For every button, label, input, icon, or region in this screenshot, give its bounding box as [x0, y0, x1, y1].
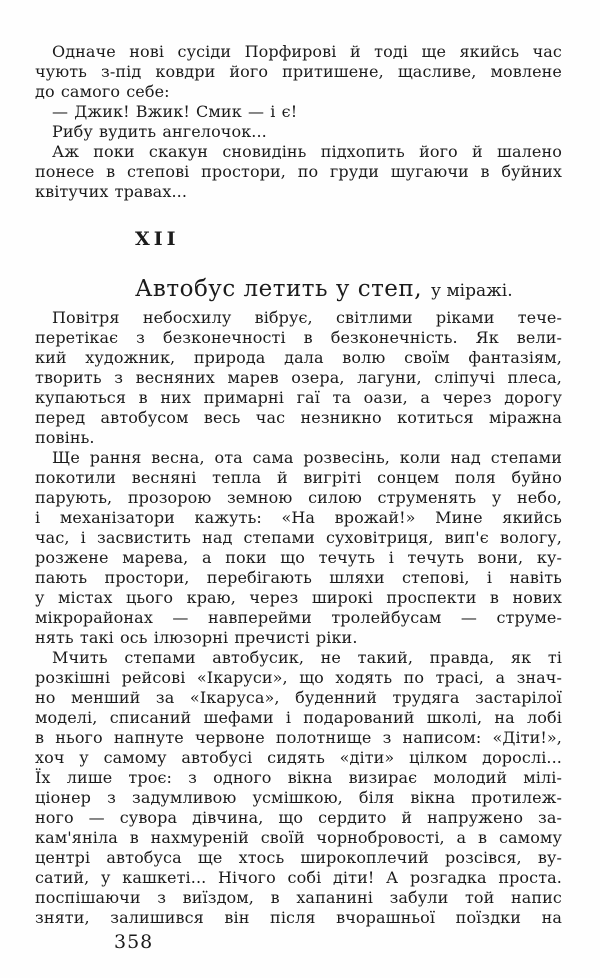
text-line: поспішаючи з виїздом, в хапанині забули той напис — [35, 888, 562, 907]
paragraph — [35, 102, 562, 122]
text-line: Аж поки скакун сновидінь підхопить його й шалено — [52, 142, 562, 161]
text-line: чують з-під ковдри його притишене, щасливе, мовлене — [35, 62, 562, 81]
text-line: пають простори, перебігають шляхи степові, і навіть — [35, 568, 562, 587]
text-line: купаються в них примарні гаї та оази, а через дорогу — [35, 388, 562, 407]
text-line: но менший за «Ікаруса», буденний трудяга застарілої — [35, 688, 562, 707]
page-text — [35, 42, 562, 928]
text-line: Рибу вудить ангелочок... — [52, 122, 267, 141]
text-line: ного — сувора дівчина, що сердито й напружено за- — [35, 808, 562, 827]
text-line: моделі, списаний шефами і подарований школі, на лобі — [35, 708, 562, 727]
section-title-main: Автобус летить у степ, — [135, 276, 423, 302]
text-line: в нього напнуте червоне полотнище з написом: «Діти!», — [35, 728, 562, 747]
paragraph — [35, 448, 562, 648]
text-line: мікрорайонах — навперейми тролейбусам — струме- — [35, 608, 562, 627]
text-line: квітучих травах... — [35, 182, 188, 201]
page-number: 358 — [114, 931, 154, 953]
text-line: перед автобусом весь час незникно котиться міражна — [35, 408, 562, 427]
paragraph — [35, 42, 562, 102]
section-title-tail: у міражі. — [431, 281, 513, 301]
text-line: Їх лише троє: з одного вікна визирає молодий мілі- — [35, 768, 562, 787]
opening-paragraphs — [35, 42, 562, 202]
text-line: Повітря небосхилу вібрує, світлими ріками тече- — [52, 308, 562, 327]
paragraph — [35, 308, 562, 448]
text-line: кам'яніла в нахмуреній своїй чорнобровості, а в самому — [35, 828, 562, 847]
text-line: нять такі ось ілюзорні пречисті ріки. — [35, 628, 358, 647]
text-line: покотили весняні тепла й вигріті сонцем поля буйно — [35, 468, 562, 487]
text-line: ціонер з задумливою усмішкою, біля вікна протилеж- — [35, 788, 562, 807]
text-line: Одначе нові сусіди Порфирові й тоді ще якийсь час — [52, 42, 562, 61]
text-line: Ще рання весна, ота сама розвесінь, коли над степами — [52, 448, 562, 467]
paragraph — [35, 142, 562, 202]
section-title — [135, 274, 562, 306]
text-line: понесе в степові простори, по груди шугаючи в буйних — [35, 162, 562, 181]
text-line: сатий, у кашкеті... Нічого собі діти! А розгадка проста. — [35, 868, 562, 887]
text-line: до самого себе: — [35, 82, 170, 101]
text-line: кий художник, природа дала волю своїм фантазіям, — [35, 348, 562, 367]
text-line: повінь. — [35, 428, 95, 447]
text-line: час, і засвистить над степами суховітриця, вип'є вологу, — [35, 528, 562, 547]
text-line: Мчить степами автобусик, не такий, правда, як ті — [52, 648, 562, 667]
text-line: творить з весняних марев озера, лагуни, сліпучі плеса, — [35, 368, 562, 387]
text-line: і механізатори кажуть: «На врожай!» Мине якийсь — [35, 508, 562, 527]
text-line: розжене марева, а поки що течуть і течуть вони, ку- — [35, 548, 562, 567]
text-line: центрі автобуса ще хтось широкоплечий розсівся, ву- — [35, 848, 562, 867]
chapter-number: XII — [135, 228, 180, 250]
text-line: у містах цього краю, через широкі проспекти в нових — [35, 588, 562, 607]
text-line: парують, прозорою земною силою струменять у небо, — [35, 488, 562, 507]
text-line: перетікає з безконечності в безконечність. Як вели- — [35, 328, 562, 347]
paragraph — [35, 648, 562, 928]
text-line: — Джик! Вжик! Смик — і є! — [52, 102, 298, 121]
text-line: зняти, залишився він після вчорашньої поїздки на — [35, 908, 562, 927]
text-line: розкішні рейсові «Ікаруси», що ходять по трасі, а знач- — [35, 668, 562, 687]
paragraph — [35, 122, 562, 142]
text-line: хоч у самому автобусі сидять «діти» цілком дорослі... — [35, 748, 562, 767]
body-paragraphs — [35, 308, 562, 928]
